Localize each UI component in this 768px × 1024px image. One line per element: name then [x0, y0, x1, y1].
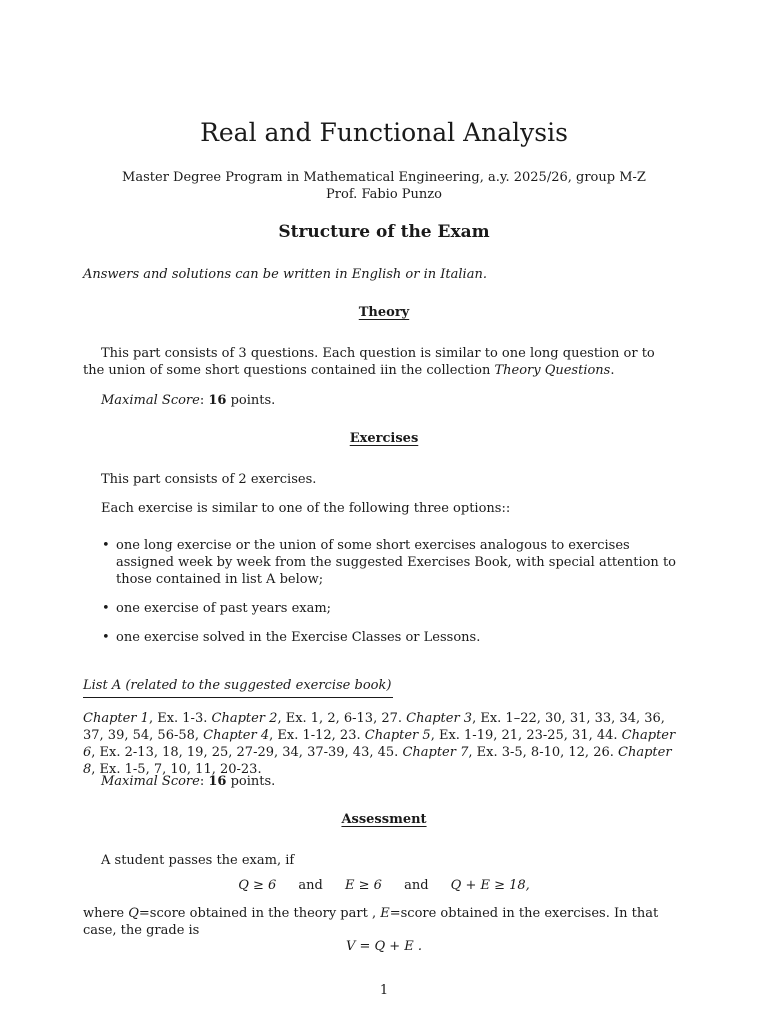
score-unit: points. — [226, 393, 276, 408]
chapter-name: Chapter 3 — [406, 711, 473, 726]
score-unit: points. — [226, 774, 276, 789]
chapter-exercises: , Ex. 1, 2, 6-13, 27. — [277, 711, 407, 726]
chapter-name: Chapter 8 — [83, 745, 672, 777]
theory-text: This part consists of 3 questions. Each question is similar to one long question or to the union of some short questions contained iin the collection — [83, 346, 655, 378]
chapter-exercises: , Ex. 1-12, 23. — [269, 728, 365, 743]
score-value: 16 — [208, 393, 227, 408]
professor-name: Prof. Fabio Punzo — [326, 187, 442, 202]
theory-collection-name: Theory Questions — [494, 363, 611, 378]
chapter-name: Chapter 4 — [203, 728, 270, 743]
e-symbol: E — [380, 906, 390, 921]
list-a-title: List A (related to the suggested exercise book) — [83, 678, 393, 698]
theory-section-title — [0, 305, 768, 320]
chapter-exercises: , Ex. 1-19, 21, 23-25, 31, 44. — [430, 728, 622, 743]
chapter-name: Chapter 2 — [211, 711, 278, 726]
theory-section-title-text: Theory — [358, 305, 410, 320]
chapter-exercises: , Ex. 3-5, 8-10, 12, 26. — [468, 745, 619, 760]
explanation-text: =score obtained in the exercises. In that case, the grade is — [83, 906, 659, 938]
list-item: • one exercise of past years exam; — [100, 600, 680, 617]
chapter-name: Chapter 6 — [83, 728, 676, 760]
page-number: 1 — [379, 983, 389, 998]
list-item: • one exercise solved in the Exercise Classes or Lessons. — [100, 629, 680, 646]
chapter-exercises: , Ex. 1-3. — [148, 711, 212, 726]
chapter-exercises: , Ex. 1-5, 7, 10, 11, 20-23. — [91, 762, 262, 777]
explanation-text: =score obtained in the theory part , — [138, 906, 381, 921]
chapter-exercises: , Ex. 2-13, 18, 19, 25, 27-29, 34, 37-39, 43, 45. — [91, 745, 403, 760]
chapter-name: Chapter 1 — [83, 711, 149, 726]
grade-formula: V = Q + E . — [345, 939, 423, 954]
assessment-section-title-text: Assessment — [341, 812, 427, 827]
language-note: Answers and solutions can be written in English or in Italian. — [83, 267, 487, 282]
chapter-name: Chapter 5 — [364, 728, 431, 743]
theory-description — [83, 345, 680, 379]
assessment-intro: A student passes the exam, if — [101, 853, 295, 868]
q-symbol: Q — [128, 906, 139, 921]
list-a-chapters — [83, 710, 680, 778]
score-label: Maximal Score — [101, 393, 200, 408]
exam-structure-heading: Structure of the Exam — [278, 222, 490, 242]
conjunction: and — [298, 878, 323, 893]
exercises-intro-2: Each exercise is similar to one of the following three options:: — [101, 501, 511, 516]
chapter-exercises: , Ex. 1–22, 30, 31, 33, 34, 36, 37, 39, 54, 56-58, — [83, 711, 665, 743]
list-item: • one long exercise or the union of some short exercises analogous to exercises assigned week by week from the suggested Exercises Book, with special attention to those contained in list A below; — [100, 537, 680, 588]
conjunction: and — [404, 878, 429, 893]
condition-total: Q + E ≥ 18, — [450, 878, 530, 893]
exercises-section-title — [0, 431, 768, 446]
score-label: Maximal Score — [101, 774, 200, 789]
course-subtitle: Master Degree Program in Mathematical Engineering, a.y. 2025/26, group M-Z — [122, 170, 646, 185]
chapter-name: Chapter 7 — [402, 745, 469, 760]
condition-theory: Q ≥ 6 — [238, 878, 277, 893]
assessment-explanation — [83, 905, 680, 939]
assessment-section-title — [0, 812, 768, 827]
document-title: Real and Functional Analysis — [200, 118, 568, 147]
theory-max-score: Maximal Score: 16 points. — [101, 393, 276, 408]
theory-text-end: . — [610, 363, 615, 378]
exercises-max-score: Maximal Score: 16 points. — [101, 774, 276, 789]
explanation-text: where — [83, 906, 129, 921]
pass-conditions — [0, 878, 768, 893]
condition-exercises: E ≥ 6 — [345, 878, 382, 893]
exercise-options-list — [100, 537, 680, 658]
score-value: 16 — [208, 774, 227, 789]
exercises-section-title-text: Exercises — [349, 431, 419, 446]
exercises-intro-1: This part consists of 2 exercises. — [101, 472, 317, 487]
